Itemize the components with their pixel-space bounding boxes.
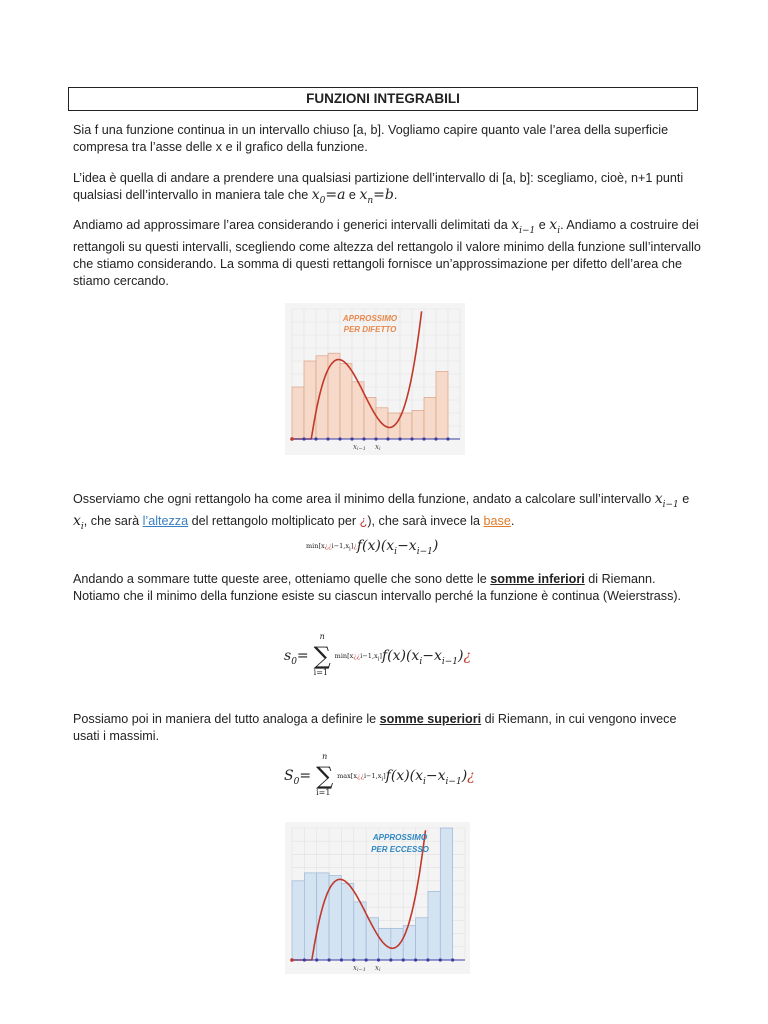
formula-rectangle-area: [306, 538, 438, 557]
text: .: [510, 514, 515, 529]
chart-label-line2: PER ECCESSO: [371, 845, 429, 854]
math-sub: i: [80, 522, 84, 533]
math-sub: i−1: [519, 225, 536, 236]
f-red: ¿: [467, 768, 475, 784]
riemann-bar: [391, 928, 403, 960]
riemann-bar: [400, 413, 412, 439]
f-close: ]: [350, 542, 354, 550]
f-body: f(x)(x: [385, 768, 424, 784]
f-sub: i: [381, 776, 384, 783]
chart-label-line1: APPROSSIMO: [342, 314, 398, 323]
riemann-bar: [316, 356, 328, 439]
sum-bottom: i=1: [313, 668, 329, 677]
bold-term: somme superiori: [379, 712, 482, 726]
paragraph-lower-sums: [73, 571, 701, 604]
riemann-bar: [340, 364, 352, 439]
riemann-bar: [436, 371, 448, 439]
text: e: [678, 492, 690, 506]
f-body: −x: [422, 648, 442, 664]
math-var: x: [511, 217, 520, 233]
f-sub: 0: [291, 656, 297, 667]
math-var: x: [73, 513, 81, 530]
f-sub: i−1: [416, 546, 433, 557]
formula-max: [337, 772, 386, 783]
f-bracket: [x: [347, 652, 354, 660]
tick-sub: i−1: [356, 446, 366, 452]
f-pre: max: [337, 772, 351, 780]
formula-lower-sum: [284, 634, 471, 678]
f-close: ]: [379, 652, 382, 660]
math-xn: [359, 186, 394, 206]
chart-lower-sum: [285, 303, 465, 455]
riemann-bar: [292, 387, 304, 439]
math-var: x: [311, 186, 320, 203]
riemann-bar: [317, 873, 329, 960]
f-sub: i: [419, 656, 423, 667]
riemann-bar: [329, 876, 341, 960]
sum-symbol: [311, 754, 337, 798]
f-sub: i: [423, 776, 426, 787]
math-sub: 0: [319, 195, 326, 206]
riemann-bar: [416, 918, 428, 960]
paragraph-upper-sums: [73, 711, 701, 744]
f-red: ¿¿: [356, 772, 364, 780]
math-var: x: [654, 491, 663, 507]
f-bracket: [x: [350, 772, 357, 780]
curve-start-point: [290, 437, 294, 441]
paragraph-approx: [73, 217, 701, 289]
tick-sub: i−1: [356, 967, 366, 973]
text: Osserviamo che ogni rettangolo ha come area il minimo della funzione, andato a calcolare sull’intervallo: [73, 492, 655, 506]
riemann-bar: [304, 873, 316, 960]
f-red: ¿: [463, 648, 471, 664]
bold-term: somme inferiori: [490, 572, 585, 586]
tick-var: x: [353, 443, 357, 451]
f-red: ¿¿: [353, 652, 361, 660]
math-xi-1: [654, 491, 679, 510]
sum-sigma: ∑: [313, 642, 331, 670]
f-bracket: [x: [318, 542, 325, 550]
f-sub: i: [377, 656, 380, 663]
f-close: ): [432, 538, 439, 554]
f-body: −x: [397, 538, 417, 554]
f-sub: i−1: [441, 656, 459, 667]
text: . Andiamo a costruire dei rettangoli su questi intervalli, scegliendo come altezza del rettangolo il valore minimo della funzione sull’intervallo che stiamo considerando. La somma di questi rettangoli fornisce un’approssimazione per difetto dell’area che stiamo cercando.: [73, 218, 701, 288]
tick-var: x: [375, 443, 379, 451]
riemann-bar: [341, 883, 353, 960]
f-rest: i−1,x: [363, 772, 382, 780]
formula-min: [334, 652, 382, 663]
tick-var: x: [375, 964, 379, 972]
f-red: ¿¿: [324, 542, 332, 550]
text: di Riemann, in cui vengono invece usati i massimi.: [73, 712, 677, 743]
text: .: [393, 187, 398, 202]
chart-label-line1: APPROSSIMO: [372, 833, 428, 842]
page-title: FUNZIONI INTEGRABILI: [68, 87, 698, 111]
link-altezza[interactable]: l’altezza: [142, 514, 189, 529]
sum-top: n: [319, 632, 325, 641]
f-rest: i−1,x: [331, 542, 350, 550]
math-sub: n: [367, 195, 374, 206]
f-body: −x: [425, 768, 446, 784]
formula-upper-sum: [284, 754, 475, 798]
paragraph-rectangle-area: [73, 491, 701, 536]
text: Andando a sommare tutte queste aree, otteniamo quelle che sono dette le: [73, 572, 491, 586]
math-sub: i: [557, 225, 561, 236]
f-eq: =: [299, 768, 312, 784]
math-xi: [73, 513, 84, 533]
math-var: x: [359, 186, 368, 203]
f-pre: min: [306, 542, 319, 550]
tick-var: x: [353, 964, 357, 972]
math-sub: i−1: [662, 499, 679, 510]
tick-sub: i: [378, 446, 381, 452]
f-sub: 0: [293, 776, 300, 787]
f-sub: i−1: [445, 776, 462, 787]
math-xi: [549, 217, 561, 236]
text: Possiamo poi in maniera del tutto analoga a definire le: [73, 712, 380, 726]
text: di Riemann. Notiamo che il minimo della funzione esiste su ciascun intervallo perché la funzione è continua (Weierstrass).: [73, 572, 682, 603]
riemann-bar: [403, 926, 415, 960]
math-x0: [311, 186, 346, 206]
math-rest: =a: [325, 186, 346, 203]
f-body: f(x)(x: [381, 648, 420, 664]
text: L’idea è quella di andare a prendere una qualsiasi partizione dell’intervallo di [a, b]: scegliamo, cioè, n+1 punti qualsiasi dell’intervallo in maniera tale che: [73, 171, 684, 202]
sum-top: n: [322, 752, 328, 761]
f-close: ]: [383, 772, 386, 780]
sum-symbol: [309, 634, 335, 678]
f-rest: i−1,x: [360, 652, 378, 660]
text: del rettangolo moltiplicato per: [188, 514, 360, 529]
f-lhs: S: [284, 768, 294, 784]
riemann-bar: [412, 410, 424, 439]
riemann-bar: [440, 828, 452, 960]
paragraph-partition: [73, 170, 701, 209]
f-lhs: s: [284, 648, 292, 664]
sum-sigma: ∑: [316, 762, 334, 790]
math-var: x: [549, 217, 558, 233]
math-xi-1: [511, 217, 536, 236]
f-pre: min: [334, 652, 348, 660]
f-close: ): [458, 648, 464, 664]
tick-sub: i: [378, 967, 381, 973]
f-red: ¿: [353, 542, 357, 550]
riemann-bar: [428, 891, 440, 960]
riemann-bar: [304, 361, 316, 439]
text: ), che sarà invece la: [367, 514, 484, 529]
text: e: [345, 187, 360, 202]
riemann-bar: [292, 881, 304, 960]
paragraph-intro: Sia f una funzione continua in un intervallo chiuso [a, b]. Vogliamo capire quanto vale l’area della superficie compresa tra l’asse delle x e il grafico della funzione.: [73, 123, 669, 154]
link-base[interactable]: base: [483, 514, 511, 529]
riemann-bar: [366, 918, 378, 960]
text: , che sarà: [83, 514, 143, 529]
text: Andiamo ad approssimare l’area considerando i generici intervalli delimitati da: [73, 218, 512, 232]
f-eq: =: [296, 648, 309, 664]
f-sub: i: [394, 546, 398, 557]
red-glyph: ¿: [359, 514, 368, 529]
formula-min: [306, 542, 357, 553]
f-sub: i: [349, 546, 351, 553]
math-rest: =b: [373, 186, 394, 203]
riemann-bar: [424, 397, 436, 439]
curve-start-point: [290, 958, 294, 962]
chart-label-line2: PER DIFETTO: [343, 325, 397, 334]
f-close: ): [461, 768, 468, 784]
chart-upper-sum: [285, 822, 470, 974]
f-body: f(x)(x: [356, 538, 395, 554]
text: e: [535, 218, 550, 232]
sum-bottom: i=1: [316, 788, 331, 797]
